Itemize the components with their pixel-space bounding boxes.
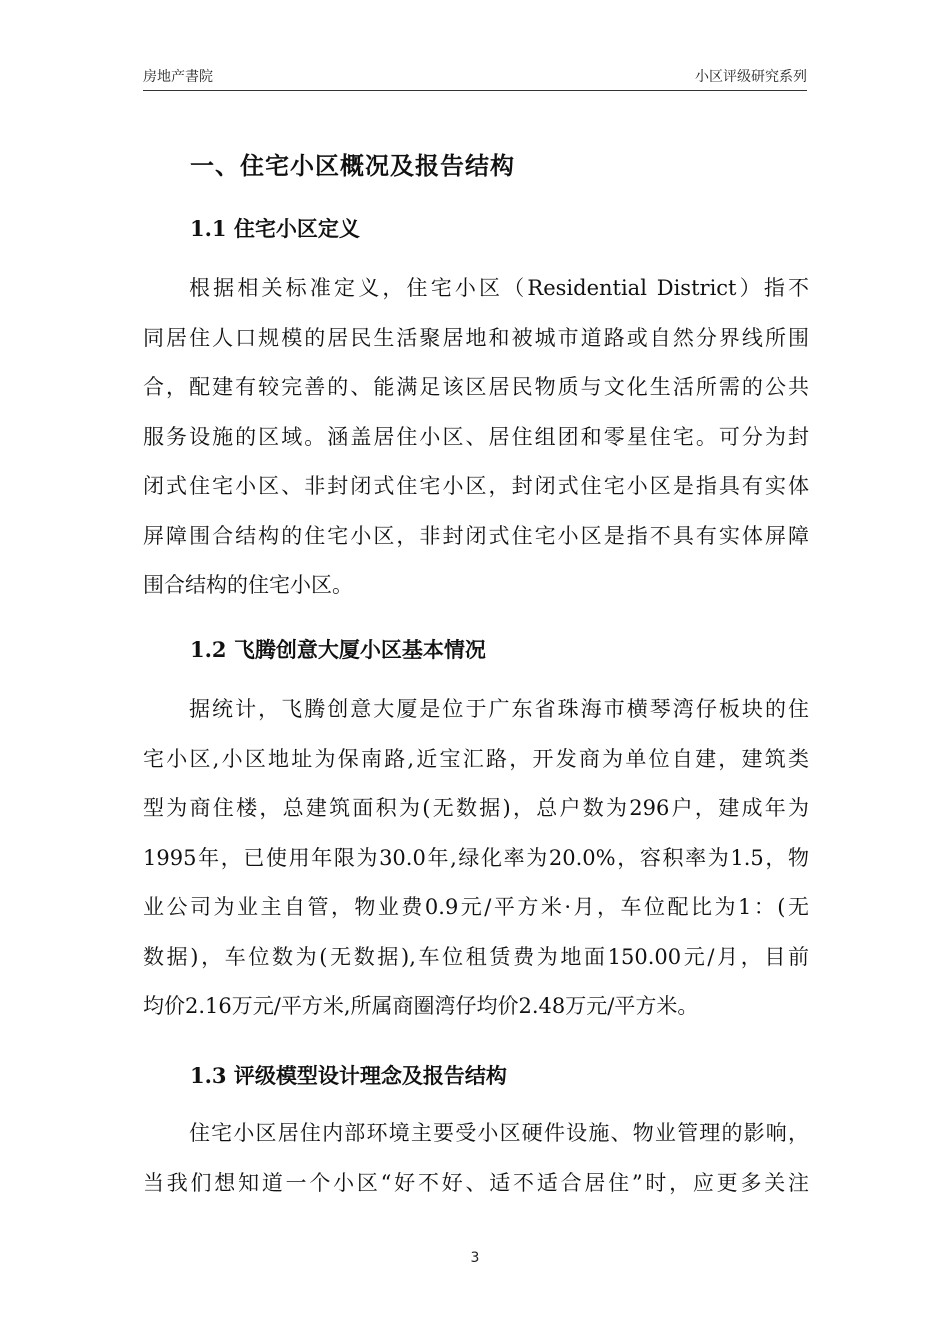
text-line: 宅小区,小区地址为保南路,近宝汇路，开发商为单位自建，建筑类 — [143, 746, 809, 771]
header-series-title: 小区评级研究系列 — [695, 69, 807, 85]
text-line: 合，配建有较完善的、能满足该区居民物质与文化生活所需的公共 — [143, 375, 809, 399]
paragraph-definition — [143, 264, 809, 611]
text-line: 型为商住楼，总建筑面积为(无数据)，总户数为296户，建成年为 — [143, 796, 809, 820]
header-publisher: 房地产書院 — [143, 69, 213, 85]
text-line: 1995年，已使用年限为30.0年,绿化率为20.0%，容积率为1.5，物 — [143, 845, 809, 870]
text-line: 闭式住宅小区、非封闭式住宅小区，封闭式住宅小区是指具有实体 — [143, 474, 809, 498]
page-number: 3 — [470, 1250, 480, 1266]
text-line: 当我们想知道一个小区“好不好、适不适合居住”时，应更多关注 — [143, 1170, 809, 1195]
paragraph-basic-info — [143, 685, 809, 1032]
text-line: 根据相关标准定义，住宅小区（Residential District）指不 — [189, 276, 809, 300]
text-line: 业公司为业主自管，物业费0.9元/平方米·月，车位配比为1：(无 — [143, 895, 809, 919]
text-line: 同居住人口规模的居民生活聚居地和被城市道路或自然分界线所围 — [143, 325, 809, 350]
page-header — [143, 66, 807, 88]
text-line: 数据)，车位数为(无数据),车位租赁费为地面150.00元/月，目前 — [143, 944, 809, 969]
text-line: 屏障围合结构的住宅小区，非封闭式住宅小区是指不具有实体屏障 — [143, 523, 809, 548]
paragraph-model-design — [143, 1109, 809, 1208]
text-line: 住宅小区居住内部环境主要受小区硬件设施、物业管理的影响， — [189, 1121, 809, 1145]
section-title: 一、住宅小区概况及报告结构 — [190, 151, 515, 180]
text-line: 据统计，飞腾创意大厦是位于广东省珠海市横琴湾仔板块的住 — [189, 697, 809, 721]
heading-1-3: 1.3 评级模型设计理念及报告结构 — [190, 1063, 507, 1088]
text-line: 均价2.16万元/平方米,所属商圈湾仔均价2.48万元/平方米。 — [143, 994, 699, 1018]
header-divider — [143, 90, 807, 91]
text-line: 围合结构的住宅小区。 — [143, 573, 353, 597]
text-line: 服务设施的区域。涵盖居住小区、居住组团和零星住宅。可分为封 — [143, 424, 809, 449]
heading-1-2: 1.2 飞腾创意大厦小区基本情况 — [190, 637, 486, 662]
heading-1-1: 1.1 住宅小区定义 — [190, 216, 360, 241]
